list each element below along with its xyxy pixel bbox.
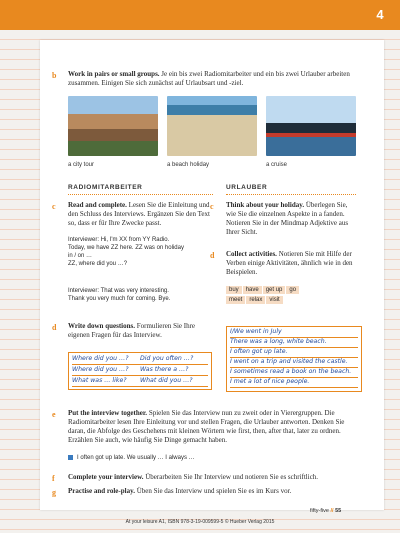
section-c-right-text (226, 201, 358, 237)
section-c-right-body: Überlegen Sie, wie Sie die einzelnen Aspekte in a fanden. Notieren Sie in der Mindmap Adjektive aus Ihrer Sicht. (226, 201, 349, 236)
section-e-bold: Put the interview together. (68, 409, 148, 417)
photo-caption-city: a city tour (68, 162, 95, 168)
section-d-left-bold: Write down questions. (68, 322, 135, 330)
section-g-body: Üben Sie das Interview und spielen Sie es im Kurs vor. (136, 487, 292, 495)
question-text: What was … like? (72, 377, 127, 384)
question-text: Did you often …? (140, 355, 194, 362)
verb-chip: get up (263, 286, 286, 294)
activities-notepad (226, 326, 362, 392)
page-number: 55 (335, 508, 342, 514)
section-f-letter: f (52, 474, 55, 483)
interview-outro-line-1 (68, 287, 218, 295)
activity-line: I met a lot of nice people. (230, 377, 358, 388)
question-row (72, 354, 208, 365)
column-rule-left (68, 194, 213, 195)
interview-intro-line-1 (68, 236, 218, 244)
interview-intro-text-1: Hi, I'm XX from YY Radio. (100, 237, 170, 243)
verb-chip: have (243, 286, 262, 294)
section-g-letter: g (52, 488, 56, 497)
verb-chip: visit (266, 296, 282, 304)
section-d-left-text (68, 322, 214, 340)
activity-line: There was a long, white beach. (230, 337, 358, 348)
activity-line: I went on a trip and visited the castle. (230, 357, 358, 368)
section-d-left-body: Formulieren Sie Ihre eigenen Fragen für das Interview. (68, 322, 196, 339)
photo-caption-cruise: a cruise (266, 162, 288, 168)
section-c-right-bold: Think about your holiday. (226, 201, 305, 209)
footer-separator: // (330, 508, 334, 514)
section-e-letter: e (52, 410, 56, 419)
chapter-badge: 4 (360, 0, 400, 30)
bullet-icon (68, 455, 73, 460)
section-e-body: Spielen Sie das Interview nun zu zweit oder in Vierergruppen. Die Radiomitarbeiter lesen Ihre Einleitung vor und stellen Fragen, die Urlauber antworten. Denken Sie daran, die Abfolge des Geschehens mit kleinen Wörtern wie first, then, after that, later zu ordnen. Erzählen Sie auch, wie häufig Sie Dinge gemacht haben. (68, 409, 345, 444)
section-g-bold: Practise and role-play. (68, 487, 135, 495)
verb-chip: relax (246, 296, 265, 304)
section-d-right-bold: Collect activities. (226, 250, 277, 258)
section-c-left-bold: Read and complete. (68, 201, 127, 209)
interview-outro-text-1: That was very interesting. (100, 288, 169, 294)
photo-caption-beach: a beach holiday (167, 162, 210, 168)
top-bar (0, 0, 400, 30)
cruise-photo (266, 96, 356, 156)
section-f-body: Überarbeiten Sie Ihr Interview und notieren Sie es schriftlich. (145, 473, 319, 481)
section-d-right-text (226, 250, 358, 277)
page-number-footer (310, 508, 341, 514)
activity-line: I often got up late. (230, 347, 358, 358)
section-f-text (68, 473, 360, 482)
section-g-text (68, 487, 360, 496)
section-f-bold: Complete your interview. (68, 473, 144, 481)
section-b-letter: b (52, 71, 57, 80)
activity-line: I sometimes read a book on the beach. (230, 367, 358, 378)
question-text: Was there a …? (140, 366, 189, 373)
section-d-right-letter: d (210, 251, 215, 260)
column-rule-right (226, 194, 356, 195)
interview-intro (68, 236, 218, 268)
section-c-left-body: Lesen Sie die Einleitung und den Schluss des Interviews. Ergänzen Sie den Text so, dass er für Ihre Zwecke passt. (68, 201, 210, 227)
question-text: Where did you …? (72, 366, 129, 373)
verb-chip: go (286, 286, 299, 294)
interview-intro-line-4: ZZ, where did you …? (68, 261, 128, 267)
section-e-example (68, 454, 358, 462)
section-c-left-letter: c (52, 202, 56, 211)
section-b-body: Je ein bis zwei Radiomitarbeiter und ein bis zwei Urlauber arbeiten zusammen. Einigen Sie sich zunächst auf Urlaubsart und -ziel. (68, 70, 350, 87)
section-b-text (68, 70, 368, 88)
section-c-left-text (68, 201, 214, 228)
column-head-tourist: URLAUBER (226, 184, 268, 191)
section-d-left-letter: d (52, 323, 57, 332)
section-c-right-letter: c (210, 202, 214, 211)
interview-intro-line-2: Today, we have ZZ here. ZZ was on holiday (68, 245, 184, 251)
page-word: fifty-five (310, 508, 329, 514)
interview-intro-line-3: in / on … (68, 253, 93, 259)
interview-outro (68, 287, 218, 303)
question-text: Where did you …? (72, 355, 129, 362)
activity-line: I/We went in July (230, 327, 358, 338)
question-row (72, 365, 208, 376)
beach-photo (167, 96, 257, 156)
city-photo (68, 96, 158, 156)
question-text: What did you …? (140, 377, 193, 384)
column-head-radio: RADIOMITARBEITER (68, 184, 143, 191)
section-d-right-body: Notieren Sie mit Hilfe der Verben einige Aktivitäten, ähnlich wie in den Beispielen. (226, 250, 353, 276)
verb-list (226, 286, 316, 306)
question-row (72, 376, 208, 387)
verb-chip: buy (226, 286, 242, 294)
questions-notepad (68, 352, 212, 390)
interview-intro-label: Interviewer: (68, 237, 100, 243)
verb-chip: meet (226, 296, 245, 304)
section-e-text (68, 409, 360, 445)
copyright-credit: At your leisure A1, ISBN 978-3-19-009599-5 © Hueber Verlag 2015 (125, 519, 275, 525)
section-e-example-text: I often got up late. We usually … I always … (77, 455, 195, 461)
section-b-bold: Work in pairs or small groups. (68, 70, 160, 78)
interview-outro-label: Interviewer: (68, 288, 100, 294)
interview-outro-line-2: Thank you very much for coming. Bye. (68, 296, 171, 302)
